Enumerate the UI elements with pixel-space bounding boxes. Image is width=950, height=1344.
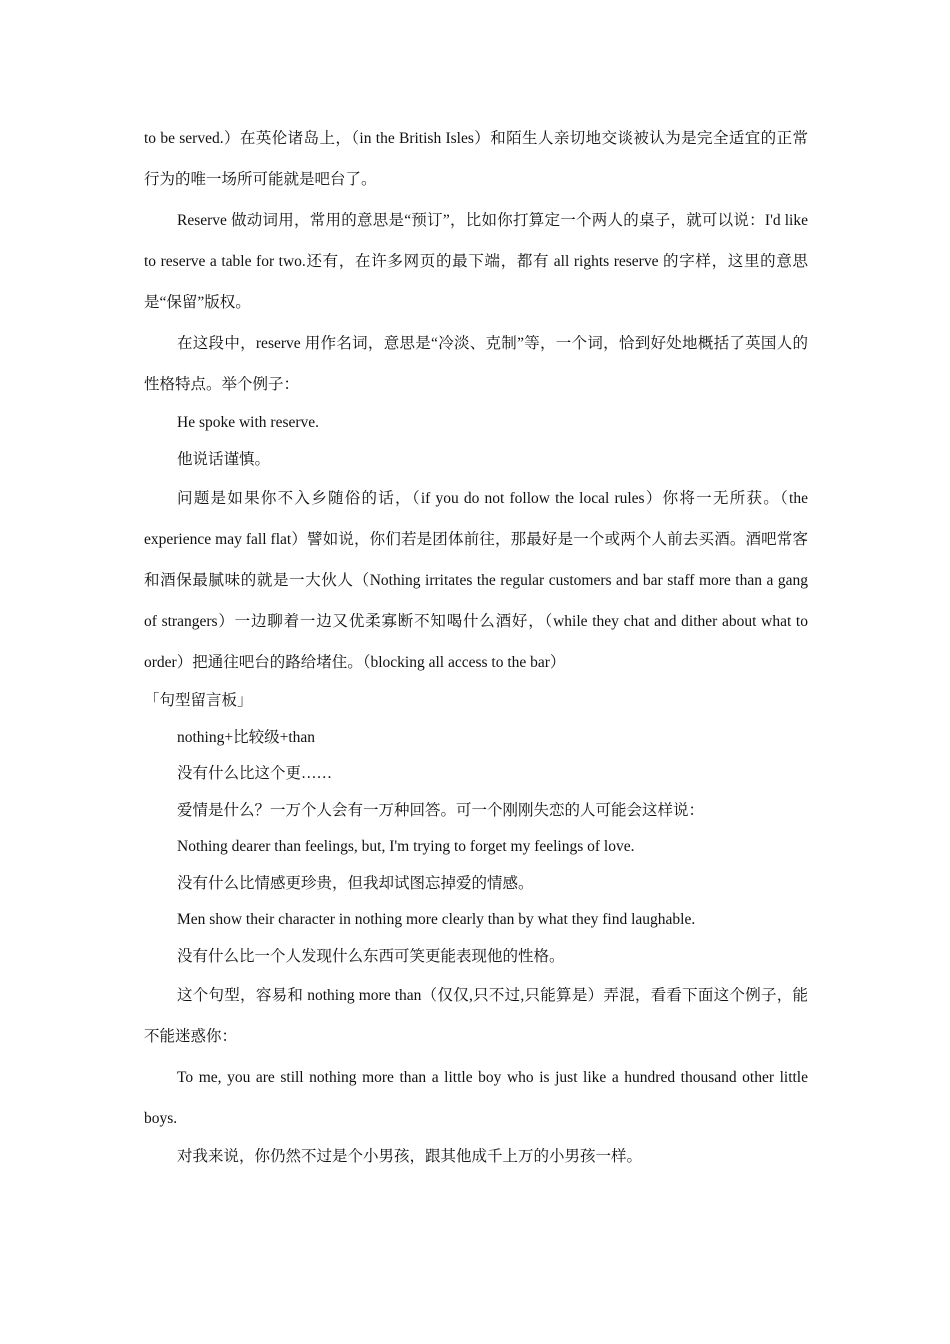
example-english-4: To me, you are still nothing more than a little boy who is just like a hundred thousand other little boys. [144, 1069, 808, 1127]
example-chinese-4: 对我来说，你仍然不过是个小男孩，跟其他成千上万的小男孩一样。 [177, 1148, 643, 1165]
paragraph-nothing-more-than: 这个句型，容易和 nothing more than（仅仅,只不过,只能算是）弄混，看看下面这个例子，能不能迷惑你： [144, 987, 808, 1045]
example-chinese-3: 没有什么比一个人发现什么东西可笑更能表现他的性格。 [177, 947, 565, 965]
example-english-2: Nothing dearer than feelings, but, I'm trying to forget my feelings of love. [177, 838, 635, 855]
section-heading-sentence-pattern: 「句型留言板」 [144, 692, 253, 709]
document-body [144, 118, 808, 1176]
example-english-3: Men show their character in nothing more clearly than by what they find laughable. [177, 911, 696, 928]
example-english-1: He spoke with reserve. [177, 414, 320, 431]
example-chinese-2: 没有什么比情感更珍贵，但我却试图忘掉爱的情感。 [177, 874, 534, 892]
paragraph-reserve-verb: Reserve 做动词用，常用的意思是“预订”，比如你打算定一个两人的桌子，就可以说：I'd like to reserve a table for two.还有，在许多网页的最下端，都有 all rights reserve 的字样，这里的意思是“保留”版权。 [144, 212, 808, 311]
example-chinese-1: 他说话谨慎。 [177, 450, 271, 468]
pattern-meaning: 没有什么比这个更…… [177, 765, 333, 782]
paragraph-british-isles: to be served.）在英伦诸岛上，（in the British Isles）和陌生人亲切地交谈被认为是完全适宜的正常行为的唯一场所可能就是吧台了。 [144, 130, 808, 188]
paragraph-local-rules: 问题是如果你不入乡随俗的话，（if you do not follow the local rules）你将一无所获。（the experience may fall flat）譬如说，你们若是团体前往，那最好是一个或两个人前去买酒。酒吧常客和酒保最腻味的就是一大伙人（Nothing irritates the regular customers and bar staff more than a gang of strangers）一边聊着一边又优柔寡断不知喝什么酒好，（while they chat and dither about what to order）把通往吧台的路给堵住。（blocking all access to the bar） [144, 490, 808, 671]
paragraph-reserve-noun: 在这段中，reserve 用作名词，意思是“冷淡、克制”等，一个词，恰到好处地概括了英国人的性格特点。举个例子： [144, 335, 808, 393]
pattern-formula: nothing+比较级+than [177, 728, 316, 746]
love-question: 爱情是什么？一万个人会有一万种回答。可一个刚刚失恋的人可能会这样说： [177, 801, 705, 819]
